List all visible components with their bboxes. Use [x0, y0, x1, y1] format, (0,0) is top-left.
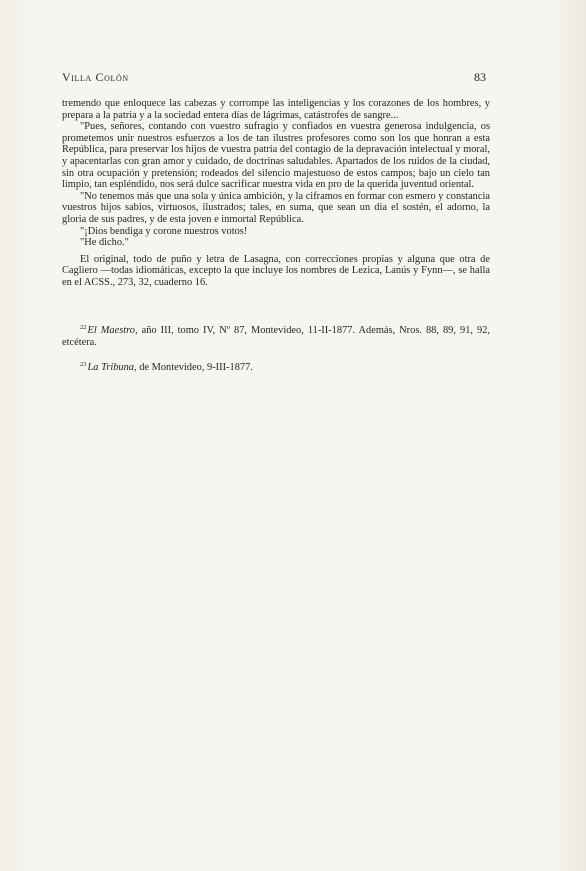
paragraph-6: El original, todo de puño y letra de Lasagna, con correcciones propias y alguna que otra de Cagliero —todas idiomáticas, excepto la que incluye los nombres de Lezica, Lanús y Fynn—, se halla en el ACSS., 273, 32, cuaderno 16. [62, 253, 490, 288]
paragraph-5: "He dicho." [80, 237, 129, 249]
footnote-title: El Maestro, [87, 325, 138, 336]
footnote-text: año III, tomo IV, Nº 87, Montevideo, 11-II-1877. Además, Nros. 88, 89, 91, 92, etcétera. [62, 325, 490, 348]
footnote-title: La Tribuna, [87, 362, 137, 373]
footnote-number: 23 [80, 361, 87, 368]
page-number: 83 [474, 70, 486, 84]
paragraph-2: "Pues, señores, contando con vuestro sufragio y confiados en vuestra generosa indulgencia, os prometemos unir nuestros esfuerzos a los de tan ilustres profesores como son los que honran a esta República, para preservar los hijos de vuestra patria del contagio de la depravación intelectual y moral, y apacentarlas con gran amor y cuidado, de doctrinas saludables. Apartados de los ruidos de la ciudad, sin otra ocupación y pretensión; rodeados del silencio majestuoso de estos campos; bajo un cielo tan limpio, tan espléndido, nos será dulce sacrificar nuestra vida en pro de la querida juventud oriental. [62, 121, 490, 191]
main-text [62, 98, 490, 289]
page-header [62, 70, 486, 86]
paragraph-3: "No tenemos más que una sola y única ambición, y la ciframos en formar con esmero y constancia vuestros hijos sabios, virtuosos, ilustrados; tales, en suma, que sean un día el sostén, el adorno, la gloria de sus padres, y de esta joven e inmortal República. [62, 190, 490, 225]
footnote-22 [62, 322, 490, 349]
paragraph-1: tremendo que enloquece las cabezas y corrompe las inteligencias y los corazones de los hombres, y prepara a la patria y a la sociedad entera días de lágrimas, catástrofes de sangre... [62, 98, 490, 121]
footnote-23 [62, 359, 490, 374]
footnote-number: 22 [80, 324, 87, 331]
footnotes [62, 322, 490, 384]
running-title: Villa Colón [62, 70, 129, 84]
paragraph-4: "¡Dios bendiga y corone nuestros votos! [80, 225, 248, 237]
footnote-text: de Montevideo, 9-III-1877. [136, 362, 253, 373]
